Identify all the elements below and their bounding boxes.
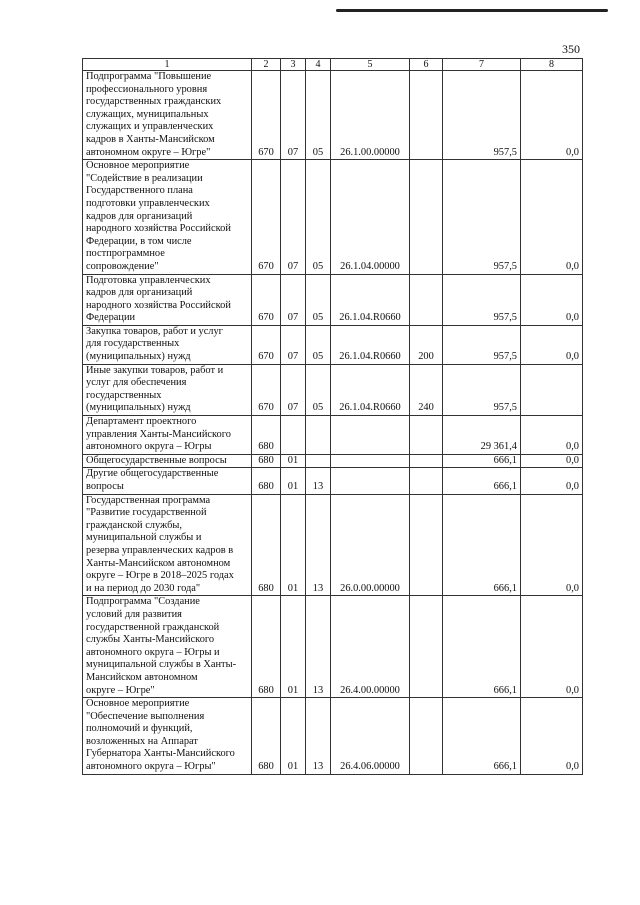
amount-cell: 666,1 bbox=[443, 698, 521, 775]
subsection-code-cell: 05 bbox=[306, 364, 331, 415]
top-rule bbox=[336, 9, 608, 12]
admin-code-cell: 670 bbox=[252, 364, 281, 415]
section-code-cell: 07 bbox=[281, 274, 306, 325]
section-code-cell: 01 bbox=[281, 468, 306, 494]
admin-code-cell: 670 bbox=[252, 274, 281, 325]
row-name-line: автономного округа – Югры" bbox=[86, 761, 216, 773]
row-name-cell bbox=[83, 325, 252, 364]
admin-code-cell: 680 bbox=[252, 698, 281, 775]
table-row bbox=[83, 596, 583, 698]
amount-extra-cell: 0,0 bbox=[521, 160, 583, 274]
row-name-line: резерва управленческих кадров в bbox=[86, 544, 234, 556]
row-name-line: автономном округе – Югре" bbox=[86, 146, 211, 158]
row-name-line: Основное мероприятие bbox=[86, 698, 190, 710]
expense-type-cell: 240 bbox=[410, 364, 443, 415]
expense-type-cell bbox=[410, 596, 443, 698]
subsection-code-cell: 13 bbox=[306, 468, 331, 494]
column-header: 1 bbox=[83, 59, 252, 71]
row-name-line: служащих, муниципальных bbox=[86, 108, 209, 120]
expense-type-cell bbox=[410, 416, 443, 455]
row-name-line: государственной гражданской bbox=[86, 621, 220, 633]
amount-extra-cell: 0,0 bbox=[521, 596, 583, 698]
page-number: 350 bbox=[562, 42, 580, 56]
row-name-cell bbox=[83, 364, 252, 415]
table-row bbox=[83, 416, 583, 455]
row-name-line: Закупка товаров, работ и услуг bbox=[86, 325, 223, 337]
target-article-cell: 26.1.04.R0660 bbox=[331, 364, 410, 415]
column-header: 4 bbox=[306, 59, 331, 71]
row-name-line: Подготовка управленческих bbox=[86, 274, 211, 286]
amount-cell: 666,1 bbox=[443, 454, 521, 468]
admin-code-cell: 680 bbox=[252, 468, 281, 494]
row-name-line: сопровождение" bbox=[86, 260, 159, 272]
column-header: 6 bbox=[410, 59, 443, 71]
row-name-line: автономного округа – Югры и bbox=[86, 646, 220, 658]
admin-code-cell: 670 bbox=[252, 325, 281, 364]
row-name-line: постпрограммное bbox=[86, 248, 165, 260]
target-article-cell bbox=[331, 416, 410, 455]
target-article-cell: 26.1.00.00000 bbox=[331, 71, 410, 160]
row-name-line: Иные закупки товаров, работ и bbox=[86, 364, 224, 376]
amount-extra-cell bbox=[521, 364, 583, 415]
row-name-line: Губернатора Ханты-Мансийского bbox=[86, 748, 235, 760]
row-name-line: народного хозяйства Российской bbox=[86, 299, 231, 311]
amount-extra-cell: 0,0 bbox=[521, 468, 583, 494]
row-name-cell bbox=[83, 698, 252, 775]
table-row bbox=[83, 274, 583, 325]
row-name-line: услуг для обеспечения bbox=[86, 377, 187, 389]
table-row bbox=[83, 160, 583, 274]
expense-type-cell bbox=[410, 274, 443, 325]
subsection-code-cell: 13 bbox=[306, 494, 331, 596]
row-name-line: профессионального уровня bbox=[86, 83, 208, 95]
subsection-code-cell: 13 bbox=[306, 698, 331, 775]
section-code-cell: 07 bbox=[281, 325, 306, 364]
expense-type-cell bbox=[410, 454, 443, 468]
row-name-line: полномочий и функций, bbox=[86, 723, 193, 735]
amount-extra-cell: 0,0 bbox=[521, 494, 583, 596]
column-header: 7 bbox=[443, 59, 521, 71]
target-article-cell: 26.1.04.R0660 bbox=[331, 274, 410, 325]
row-name-line: Федерации bbox=[86, 312, 136, 324]
table-row bbox=[83, 494, 583, 596]
section-code-cell bbox=[281, 416, 306, 455]
table-row bbox=[83, 364, 583, 415]
column-header: 2 bbox=[252, 59, 281, 71]
row-name-line: муниципальной службы в Ханты- bbox=[86, 659, 237, 671]
row-name-line: службы Ханты-Мансийского bbox=[86, 634, 215, 646]
row-name-line: "Развитие государственной bbox=[86, 507, 207, 519]
section-code-cell: 07 bbox=[281, 71, 306, 160]
amount-cell: 957,5 bbox=[443, 364, 521, 415]
budget-table bbox=[82, 58, 583, 775]
target-article-cell: 26.4.06.00000 bbox=[331, 698, 410, 775]
row-name-line: Департамент проектного bbox=[86, 416, 197, 428]
row-name-line: Другие общегосударственные bbox=[86, 468, 219, 480]
row-name-line: условий для развития bbox=[86, 608, 182, 620]
amount-extra-cell: 0,0 bbox=[521, 416, 583, 455]
row-name-line: Государственная программа bbox=[86, 494, 211, 506]
row-name-line: (муниципальных) нужд bbox=[86, 402, 191, 414]
subsection-code-cell bbox=[306, 416, 331, 455]
row-name-cell bbox=[83, 416, 252, 455]
row-name-line: Подпрограмма "Создание bbox=[86, 596, 200, 608]
expense-type-cell: 200 bbox=[410, 325, 443, 364]
row-name-line: вопросы bbox=[86, 481, 124, 492]
admin-code-cell: 680 bbox=[252, 454, 281, 468]
expense-type-cell bbox=[410, 698, 443, 775]
row-name-line: служащих и управленческих bbox=[86, 121, 214, 133]
table-row bbox=[83, 698, 583, 775]
expense-type-cell bbox=[410, 468, 443, 494]
row-name-line: и на период до 2030 года" bbox=[86, 582, 201, 594]
target-article-cell: 26.1.04.00000 bbox=[331, 160, 410, 274]
amount-extra-cell: 0,0 bbox=[521, 71, 583, 160]
amount-cell: 957,5 bbox=[443, 71, 521, 160]
amount-extra-cell: 0,0 bbox=[521, 454, 583, 468]
row-name-cell bbox=[83, 71, 252, 160]
row-name-line: возложенных на Аппарат bbox=[86, 735, 198, 747]
column-header: 3 bbox=[281, 59, 306, 71]
row-name-line: Федерации, в том числе bbox=[86, 235, 192, 247]
row-name-line: государственных гражданских bbox=[86, 96, 222, 108]
target-article-cell bbox=[331, 454, 410, 468]
row-name-line: кадров для организаций bbox=[86, 287, 193, 299]
column-header: 5 bbox=[331, 59, 410, 71]
amount-cell: 666,1 bbox=[443, 468, 521, 494]
expense-type-cell bbox=[410, 494, 443, 596]
row-name-line: округе – Югре" bbox=[86, 684, 155, 696]
section-code-cell: 01 bbox=[281, 494, 306, 596]
row-name-line: народного хозяйства Российской bbox=[86, 223, 231, 235]
subsection-code-cell: 05 bbox=[306, 71, 331, 160]
row-name-line: Государственного плана bbox=[86, 185, 193, 197]
row-name-line: кадров в Ханты-Мансийском bbox=[86, 133, 215, 145]
admin-code-cell: 680 bbox=[252, 596, 281, 698]
section-code-cell: 07 bbox=[281, 160, 306, 274]
subsection-code-cell: 05 bbox=[306, 274, 331, 325]
row-name-line: "Содействие в реализации bbox=[86, 172, 203, 184]
row-name-line: Подпрограмма "Повышение bbox=[86, 71, 212, 82]
row-name-line: (муниципальных) нужд bbox=[86, 351, 191, 363]
row-name-line: Общегосударственные вопросы bbox=[86, 454, 227, 466]
row-name-line: для государственных bbox=[86, 338, 180, 350]
amount-cell: 957,5 bbox=[443, 274, 521, 325]
section-code-cell: 01 bbox=[281, 454, 306, 468]
amount-extra-cell: 0,0 bbox=[521, 325, 583, 364]
row-name-cell bbox=[83, 160, 252, 274]
row-name-line: Мансийском автономном bbox=[86, 671, 198, 683]
subsection-code-cell bbox=[306, 454, 331, 468]
section-code-cell: 01 bbox=[281, 698, 306, 775]
target-article-cell: 26.0.00.00000 bbox=[331, 494, 410, 596]
admin-code-cell: 670 bbox=[252, 71, 281, 160]
row-name-line: автономного округа – Югры bbox=[86, 441, 212, 453]
table-body bbox=[83, 71, 583, 775]
amount-cell: 957,5 bbox=[443, 325, 521, 364]
table-row bbox=[83, 325, 583, 364]
subsection-code-cell: 05 bbox=[306, 325, 331, 364]
row-name-cell bbox=[83, 468, 252, 494]
table-row bbox=[83, 71, 583, 160]
row-name-line: Основное мероприятие bbox=[86, 160, 190, 172]
expense-type-cell bbox=[410, 71, 443, 160]
amount-cell: 666,1 bbox=[443, 596, 521, 698]
admin-code-cell: 680 bbox=[252, 416, 281, 455]
row-name-cell bbox=[83, 596, 252, 698]
admin-code-cell: 680 bbox=[252, 494, 281, 596]
row-name-line: округе – Югре в 2018–2025 годах bbox=[86, 570, 234, 582]
amount-extra-cell: 0,0 bbox=[521, 274, 583, 325]
row-name-cell bbox=[83, 494, 252, 596]
table-row bbox=[83, 454, 583, 468]
amount-cell: 29 361,4 bbox=[443, 416, 521, 455]
table-row bbox=[83, 468, 583, 494]
expense-type-cell bbox=[410, 160, 443, 274]
target-article-cell bbox=[331, 468, 410, 494]
target-article-cell: 26.1.04.R0660 bbox=[331, 325, 410, 364]
amount-cell: 957,5 bbox=[443, 160, 521, 274]
amount-extra-cell: 0,0 bbox=[521, 698, 583, 775]
subsection-code-cell: 13 bbox=[306, 596, 331, 698]
row-name-line: управления Ханты-Мансийского bbox=[86, 428, 231, 440]
column-header: 8 bbox=[521, 59, 583, 71]
admin-code-cell: 670 bbox=[252, 160, 281, 274]
section-code-cell: 07 bbox=[281, 364, 306, 415]
row-name-cell bbox=[83, 274, 252, 325]
row-name-line: Ханты-Мансийском автономном bbox=[86, 557, 231, 569]
row-name-line: муниципальной службы и bbox=[86, 532, 202, 544]
amount-cell: 666,1 bbox=[443, 494, 521, 596]
row-name-line: подготовки управленческих bbox=[86, 197, 210, 209]
row-name-line: государственных bbox=[86, 389, 162, 401]
row-name-line: кадров для организаций bbox=[86, 210, 193, 222]
row-name-line: гражданской службы, bbox=[86, 519, 182, 531]
header-row bbox=[83, 59, 583, 71]
row-name-cell bbox=[83, 454, 252, 468]
section-code-cell: 01 bbox=[281, 596, 306, 698]
target-article-cell: 26.4.00.00000 bbox=[331, 596, 410, 698]
subsection-code-cell: 05 bbox=[306, 160, 331, 274]
row-name-line: "Обеспечение выполнения bbox=[86, 710, 205, 722]
